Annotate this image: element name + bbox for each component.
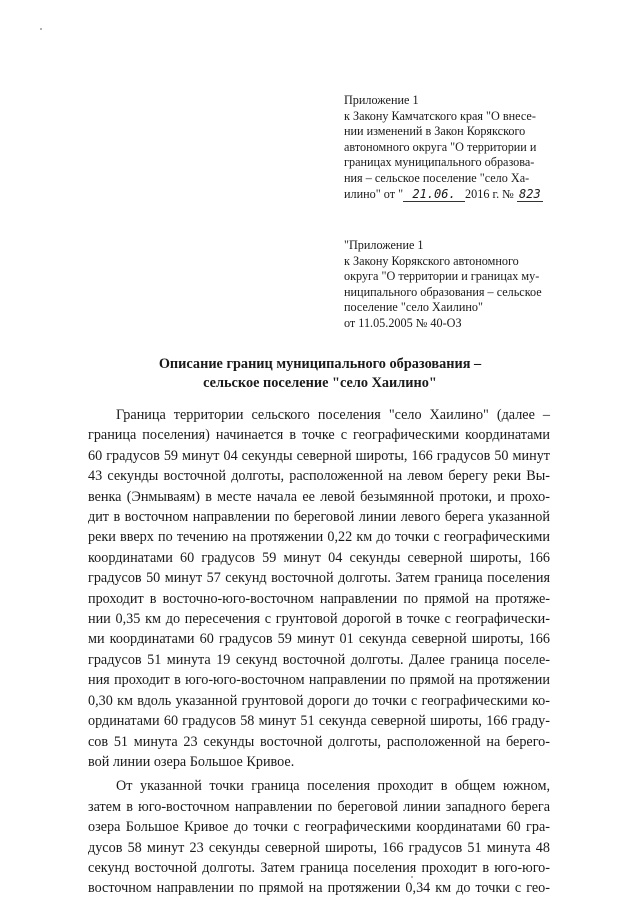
text-line: озера Большое Кривое до точки с географическими координатами 60 гра- bbox=[88, 819, 550, 836]
text-line: венка (Энмываям) в месте начала ее левой безымянной протоки, и прохо- bbox=[88, 488, 550, 505]
appendix-year: 2016 г. № bbox=[465, 186, 514, 201]
text-line: ми координатами 60 градусов 59 минут 01 секунда северной широты, 166 bbox=[88, 631, 550, 648]
appendix-date-prefix: илино" от " bbox=[344, 186, 404, 201]
text-line: дусов 58 минут 23 секунды северной широты, 166 градусов 51 минута 48 bbox=[88, 839, 550, 856]
appendix-date-line bbox=[344, 187, 556, 203]
paragraph-1 bbox=[88, 405, 550, 772]
text-line: координатами 60 градусов 59 минут 04 секунды северной широты, 166 bbox=[88, 549, 550, 566]
appendix-line: к Закону Камчатского края "О внесе- bbox=[344, 108, 536, 123]
text-line: 0,30 км вдоль указанной грунтовой дороги до точки с географическими ко- bbox=[88, 692, 550, 709]
scan-speck bbox=[411, 876, 413, 878]
appendix-current-block bbox=[344, 93, 556, 202]
appendix-line: Приложение 1 bbox=[344, 93, 419, 107]
appendix-original-block bbox=[344, 238, 556, 332]
appendix-line: от 11.05.2005 № 40-ОЗ bbox=[344, 315, 462, 330]
handwritten-number: 823 bbox=[517, 188, 543, 202]
appendix-line: автономного округа "О территории и bbox=[344, 139, 537, 154]
text-line: 60 градусов 59 минут 04 секунды северной широты, 166 градусов 50 минут bbox=[88, 447, 550, 464]
appendix-line: к Закону Корякского автономного bbox=[344, 253, 519, 268]
text-line: дит в восточном направлении по береговой линии левого берега указанной bbox=[88, 509, 550, 526]
title-line-2: сельское поселение "село Хаилино" bbox=[203, 375, 437, 391]
text-line: секунд восточной долготы. Затем граница поселения проходит в юго-юго- bbox=[88, 859, 550, 876]
text-line: затем в юго-восточном направлении по береговой линии западного берега bbox=[88, 798, 550, 815]
text-line: проходит в восточно-юго-восточном направлении по прямой на протяже- bbox=[88, 590, 550, 607]
appendix-line: ниципального образования – сельское bbox=[344, 284, 542, 299]
appendix-line: границах муниципального образова- bbox=[344, 155, 535, 170]
text-line: ординатами 60 градусов 58 минут 51 секунда северной широты, 166 граду- bbox=[88, 713, 550, 730]
text-line: 43 секунды восточной долготы, расположенной на левом берегу реки Вы- bbox=[88, 468, 550, 485]
text-line: Граница территории сельского поселения "село Хаилино" (далее – bbox=[116, 407, 550, 423]
handwritten-date: 21.06. bbox=[403, 188, 465, 202]
paragraph-2 bbox=[88, 776, 550, 898]
title-line-1: Описание границ муниципального образования – bbox=[158, 356, 482, 372]
text-line: восточном направлении по прямой на протяжении 0,34 км до точки с гео- bbox=[88, 880, 550, 897]
appendix-line: ния – сельское поселение "село Ха- bbox=[344, 170, 530, 185]
text-line: градусов 51 минута 19 секунд восточной долготы. Далее граница поселе- bbox=[88, 651, 550, 668]
text-line: сов 51 минута 23 секунды восточной долготы, расположенной на берего- bbox=[88, 733, 550, 750]
appendix-line: нии изменений в Закон Корякского bbox=[344, 124, 526, 139]
document-title bbox=[90, 355, 550, 393]
text-line: вой линии озера Большое Кривое. bbox=[88, 753, 295, 770]
text-line: нии 0,35 км до пересечения с грунтовой дорогой в точке с географически- bbox=[88, 611, 550, 628]
scan-speck bbox=[40, 28, 42, 30]
text-line: реки вверх по течению на протяжении 0,22 км до точки с географическими bbox=[88, 529, 550, 546]
appendix-line: "Приложение 1 bbox=[344, 238, 424, 252]
appendix-line: округа "О территории и границах му- bbox=[344, 269, 540, 284]
document-body bbox=[88, 405, 550, 899]
text-line: градусов 50 минут 57 секунд восточной долготы. Затем граница поселения bbox=[88, 570, 550, 587]
appendix-line: поселение "село Хаилино" bbox=[344, 300, 483, 315]
text-line: граница поселения) начинается в точке с географическими координатами bbox=[88, 427, 550, 444]
text-line: От указанной точки граница поселения проходит в общем южном, bbox=[116, 778, 550, 795]
text-line: ния проходит в юго-юго-восточном направлении по прямой на протяжении bbox=[88, 672, 550, 689]
